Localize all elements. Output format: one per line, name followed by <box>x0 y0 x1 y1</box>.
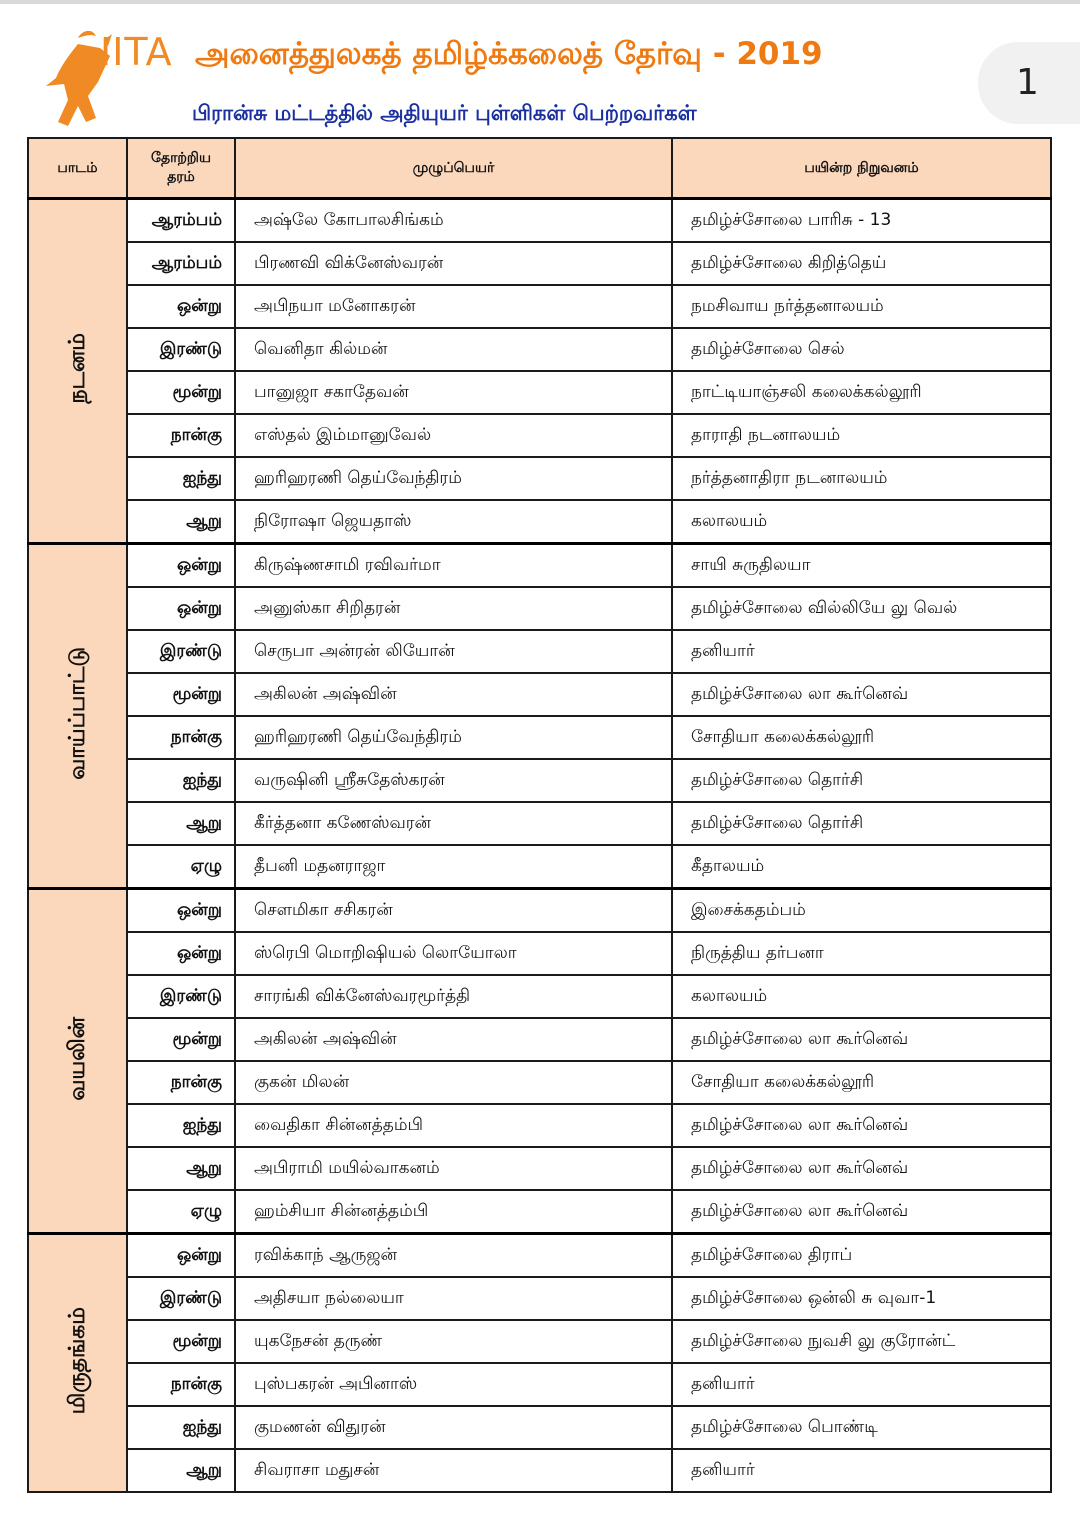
grade-cell: மூன்று <box>127 1320 235 1363</box>
grade-cell: ஆறு <box>127 500 235 544</box>
subject-label: வாய்ப்பாட்டு <box>65 647 90 780</box>
grade-cell: ஐந்து <box>127 1104 235 1147</box>
name-cell: ஸ்ரெபி மொறிஷியல் லொயோலா <box>235 932 672 975</box>
table-row <box>28 1449 1051 1492</box>
name-cell: அஷ்லே கோபாலசிங்கம் <box>235 199 672 243</box>
institute-cell: தமிழ்ச்சோலை ஒன்லி சு வுவா-1 <box>672 1277 1051 1320</box>
name-cell: அனுஸ்கா சிறிதரன் <box>235 587 672 630</box>
table-row <box>28 1406 1051 1449</box>
table-row <box>28 802 1051 845</box>
page-subtitle: பிரான்சு மட்டத்தில் அதியுயர் புள்ளிகள் பெற்றவர்கள் <box>192 101 697 125</box>
institute-cell: கலாலயம் <box>672 500 1051 544</box>
grade-cell: ஐந்து <box>127 759 235 802</box>
institute-cell: தமிழ்ச்சோலை நுவசி லு குரோன்ட் <box>672 1320 1051 1363</box>
grade-cell: இரண்டு <box>127 328 235 371</box>
grade-cell: ஒன்று <box>127 587 235 630</box>
institute-cell: தமிழ்ச்சோலை லா கூர்னெவ் <box>672 1190 1051 1234</box>
table-body <box>28 199 1051 1493</box>
table-row <box>28 1277 1051 1320</box>
grade-cell: ஒன்று <box>127 544 235 588</box>
name-cell: ஹரிஹரணி தெய்வேந்திரம் <box>235 716 672 759</box>
institute-cell: தமிழ்ச்சோலை தொர்சி <box>672 802 1051 845</box>
grade-cell: மூன்று <box>127 371 235 414</box>
table-row <box>28 630 1051 673</box>
table-row <box>28 500 1051 544</box>
grade-cell: ஏழு <box>127 1190 235 1234</box>
grade-cell: நான்கு <box>127 414 235 457</box>
name-cell: நிரோஷா ஜெயதாஸ் <box>235 500 672 544</box>
table-row <box>28 1147 1051 1190</box>
name-cell: அபிராமி மயில்வாகனம் <box>235 1147 672 1190</box>
institute-cell: தமிழ்ச்சோலை வில்லியே லு வெல் <box>672 587 1051 630</box>
name-cell: பானுஜா சகாதேவன் <box>235 371 672 414</box>
table-row <box>28 845 1051 889</box>
institute-cell: சாயி சுருதிலயா <box>672 544 1051 588</box>
subject-cell <box>28 1234 127 1493</box>
grade-cell: மூன்று <box>127 673 235 716</box>
name-cell: கீர்த்தனா கணேஸ்வரன் <box>235 802 672 845</box>
name-cell: அகிலன் அஷ்வின் <box>235 1018 672 1061</box>
grade-cell: மூன்று <box>127 1018 235 1061</box>
grade-cell: ஏழு <box>127 845 235 889</box>
table-row <box>28 889 1051 933</box>
name-cell: சௌமிகா சசிகரன் <box>235 889 672 933</box>
name-cell: பிரணவி விக்னேஸ்வரன் <box>235 242 672 285</box>
grade-cell: ஒன்று <box>127 1234 235 1278</box>
page-title: அனைத்துலகத் தமிழ்க்கலைத் தேர்வு - 2019 <box>195 36 823 72</box>
table-row <box>28 371 1051 414</box>
table-row <box>28 1018 1051 1061</box>
subject-label: மிருதங்கம் <box>65 1306 90 1415</box>
institute-cell: தமிழ்ச்சோலை பொண்டி <box>672 1406 1051 1449</box>
name-cell: அதிசயா நல்லையா <box>235 1277 672 1320</box>
institute-cell: நமசிவாய நர்த்தனாலயம் <box>672 285 1051 328</box>
grade-cell: இரண்டு <box>127 630 235 673</box>
subject-label: நடனம் <box>65 333 90 404</box>
name-cell: எஸ்தல் இம்மானுவேல் <box>235 414 672 457</box>
name-cell: ரவிக்காந் ஆருஜன் <box>235 1234 672 1278</box>
grade-cell: ஆறு <box>127 1147 235 1190</box>
grade-cell: ஒன்று <box>127 285 235 328</box>
institute-cell: தமிழ்ச்சோலை திராப் <box>672 1234 1051 1278</box>
name-cell: அபிநயா மனோகரன் <box>235 285 672 328</box>
table-row <box>28 1320 1051 1363</box>
name-cell: ஹரிஹரணி தெய்வேந்திரம் <box>235 457 672 500</box>
grade-cell: ஆரம்பம் <box>127 199 235 243</box>
table-row <box>28 716 1051 759</box>
table-row <box>28 457 1051 500</box>
institute-cell: தனியார் <box>672 1363 1051 1406</box>
name-cell: வெனிதா கில்மன் <box>235 328 672 371</box>
table-row <box>28 544 1051 588</box>
grade-cell: ஐந்து <box>127 457 235 500</box>
table-row <box>28 414 1051 457</box>
institute-cell: தமிழ்ச்சோலை லா கூர்னெவ் <box>672 673 1051 716</box>
table-row <box>28 199 1051 243</box>
institute-cell: நாட்டியாஞ்சலி கலைக்கல்லூரி <box>672 371 1051 414</box>
grade-cell: ஒன்று <box>127 932 235 975</box>
table-row <box>28 328 1051 371</box>
institute-cell: தமிழ்ச்சோலை செல் <box>672 328 1051 371</box>
institute-cell: தமிழ்ச்சோலை தொர்சி <box>672 759 1051 802</box>
name-cell: யுகநேசன் தருண் <box>235 1320 672 1363</box>
name-cell: புஸ்பகரன் அபினாஸ் <box>235 1363 672 1406</box>
grade-cell: இரண்டு <box>127 1277 235 1320</box>
table-row <box>28 1061 1051 1104</box>
results-table <box>27 137 1052 1493</box>
institute-cell: சோதியா கலைக்கல்லூரி <box>672 1061 1051 1104</box>
institute-cell: கீதாலயம் <box>672 845 1051 889</box>
grade-cell: ஆறு <box>127 802 235 845</box>
column-header-fullname: முழுப்பெயர் <box>235 138 672 199</box>
page-number: 1 <box>1016 62 1039 103</box>
institute-cell: தமிழ்ச்சோலை லா கூர்னெவ் <box>672 1147 1051 1190</box>
name-cell: வருஷினி ஸ்ரீசுதேஸ்கரன் <box>235 759 672 802</box>
name-cell: குமணன் விதுரன் <box>235 1406 672 1449</box>
institute-cell: தமிழ்ச்சோலை கிறித்தெய் <box>672 242 1051 285</box>
grade-cell: ஆறு <box>127 1449 235 1492</box>
column-header-subject: பாடம் <box>28 138 127 199</box>
table-row <box>28 759 1051 802</box>
institute-cell: சோதியா கலைக்கல்லூரி <box>672 716 1051 759</box>
column-header-grade: தோற்றிய தரம் <box>127 138 235 199</box>
name-cell: செருபா அன்ரன் லியோன் <box>235 630 672 673</box>
institute-cell: தமிழ்ச்சோலை லா கூர்னெவ் <box>672 1018 1051 1061</box>
table-row <box>28 932 1051 975</box>
table-row <box>28 673 1051 716</box>
institute-cell: நிருத்திய தர்பனா <box>672 932 1051 975</box>
institute-cell: நர்த்தனாதிரா நடனாலயம் <box>672 457 1051 500</box>
name-cell: ஹம்சியா சின்னத்தம்பி <box>235 1190 672 1234</box>
table-row <box>28 1104 1051 1147</box>
top-divider <box>0 0 1080 4</box>
subject-cell <box>28 544 127 889</box>
grade-cell: நான்கு <box>127 1363 235 1406</box>
institute-cell: கலாலயம் <box>672 975 1051 1018</box>
institute-cell: தாராதி நடனாலயம் <box>672 414 1051 457</box>
table-header-row <box>28 138 1051 199</box>
institute-cell: தமிழ்ச்சோலை லா கூர்னெவ் <box>672 1104 1051 1147</box>
table-row <box>28 1363 1051 1406</box>
name-cell: கிருஷ்ணசாமி ரவிவர்மா <box>235 544 672 588</box>
grade-cell: ஐந்து <box>127 1406 235 1449</box>
name-cell: வைதிகா சின்னத்தம்பி <box>235 1104 672 1147</box>
column-header-institute: பயின்ற நிறுவனம் <box>672 138 1051 199</box>
grade-cell: ஆரம்பம் <box>127 242 235 285</box>
subject-cell <box>28 889 127 1234</box>
institute-cell: தனியார் <box>672 630 1051 673</box>
table-row <box>28 1190 1051 1234</box>
institute-cell: தமிழ்ச்சோலை பாரிசு - 13 <box>672 199 1051 243</box>
logo-text: IITA <box>100 30 173 74</box>
grade-cell: நான்கு <box>127 1061 235 1104</box>
table-row <box>28 242 1051 285</box>
institute-cell: இசைக்கதம்பம் <box>672 889 1051 933</box>
table-row <box>28 587 1051 630</box>
name-cell: சாரங்கி விக்னேஸ்வரமூர்த்தி <box>235 975 672 1018</box>
grade-cell: இரண்டு <box>127 975 235 1018</box>
name-cell: குகன் மிலன் <box>235 1061 672 1104</box>
table-row <box>28 1234 1051 1278</box>
name-cell: சிவராசா மதுசன் <box>235 1449 672 1492</box>
table-row <box>28 285 1051 328</box>
institute-cell: தனியார் <box>672 1449 1051 1492</box>
name-cell: தீபனி மதனராஜா <box>235 845 672 889</box>
name-cell: அகிலன் அஷ்வின் <box>235 673 672 716</box>
table-row <box>28 975 1051 1018</box>
grade-cell: ஒன்று <box>127 889 235 933</box>
grade-cell: நான்கு <box>127 716 235 759</box>
subject-cell <box>28 199 127 544</box>
subject-label: வயலின் <box>65 1016 90 1101</box>
